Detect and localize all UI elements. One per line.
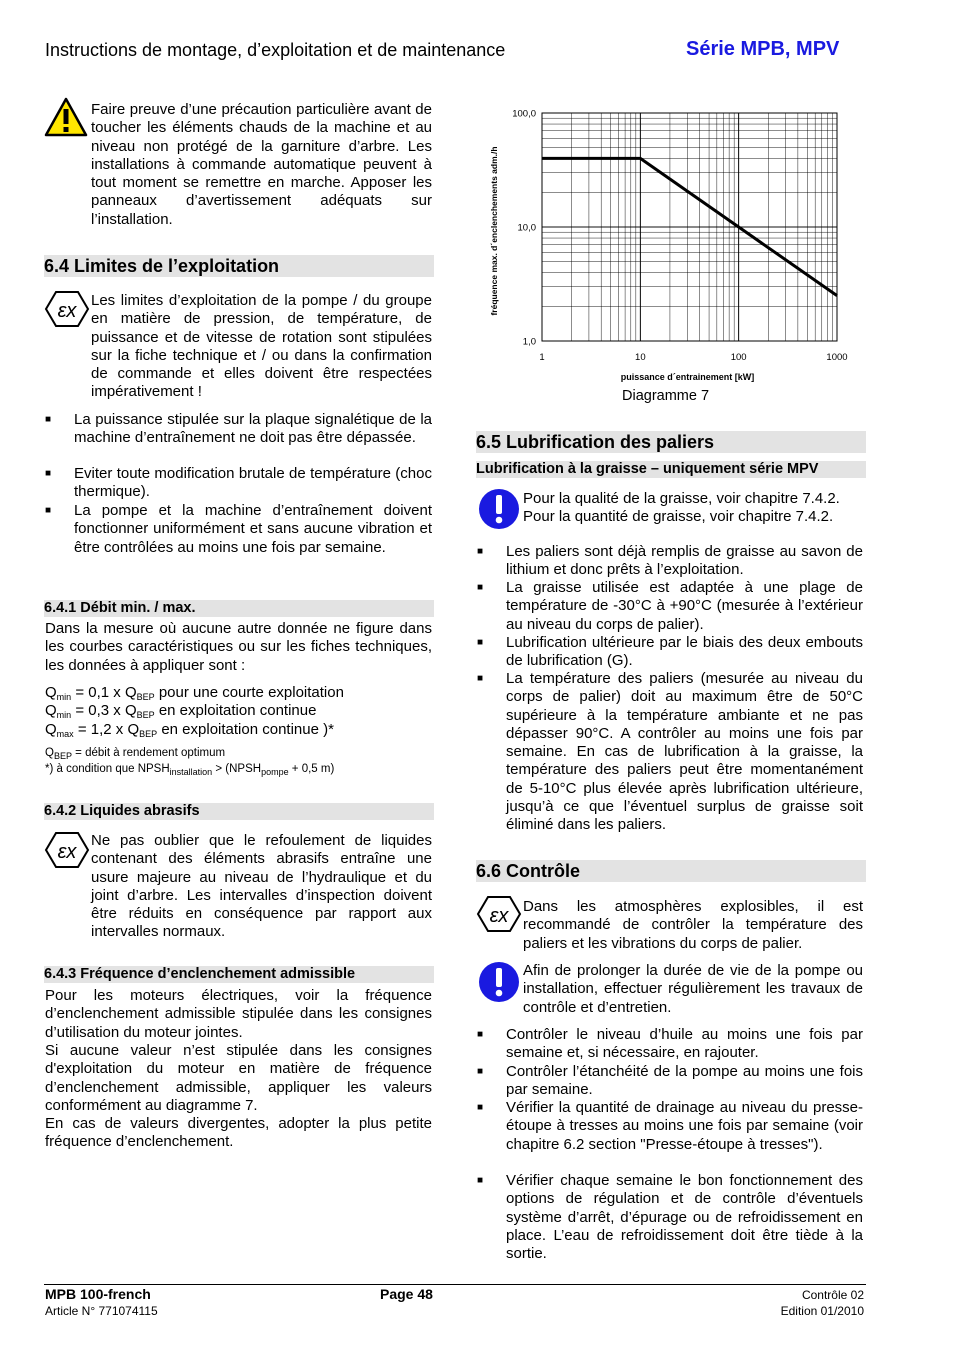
footer-article: Article N° 771074115 [45,1304,158,1318]
control-note: Afin de prolonger la durée de vie de la pompe ou installation, effectuer régulièrement les travaux de contrôle et d’entretien. [523,962,863,1016]
hot-parts-warning: Faire preuve d’une précaution particulière avant de toucher les éléments chauds de la machine et au niveau non protégé de la garniture d’arbre. Les installations à commande automatique peuvent à tout moment se remettre en marche. Apposer les panneaux d’avertissement adéquats sur l’installation. [91,101,432,228]
flow-intro: Dans la mesure où aucune autre donnée ne figure dans les courbes caractéristiques ou sur les fiches techniques, les données à appliquer sont : [45,620,432,674]
y-tick-label: 1,0 [522,336,536,348]
list-item: ■ Contrôler le niveau d’huile au moins une fois par semaine et, si nécessaire, en rajouter. [477,1026,863,1062]
bullet-icon: ■ [477,1175,484,1186]
section-6-5-title: 6.5 Lubrification des paliers [476,431,866,453]
series-title: Série MPB, MPV [686,38,840,60]
formula-qmax: $Q_{max} = 1,2$ x $Q_{BEP}$ en exploitation continue )* [45,721,334,739]
section-6-5-subtitle: Lubrification à la graisse – uniquement série MPV [476,461,866,478]
note-qbep: $Q_{BEP}$ = débit à rendement optimum [45,747,226,761]
section-6-4-3-title: 6.4.3 Fréquence d’enclenchement admissible [44,966,434,983]
bullet-icon: ■ [477,1102,484,1113]
exclamation-icon [478,960,520,1004]
control-ex-text: Dans les atmosphères explosibles, il est recommandé de contrôler la température des paliers et les vibrations du corps de palier. [523,898,863,952]
warning-triangle-icon [44,97,88,137]
grease-quality-note: Pour la qualité de la graisse, voir chapitre 7.4.2. [523,490,840,507]
abrasive-text: Ne pas oublier que le refoulement de liquides contenant des éléments abrasifs entraîne une usure majeure au niveau de l’hydraulique et du joint d’arbre. Les intervalles d’inspection doivent être réduits en conséquence par rapport aux intervalles normaux. [91,832,432,941]
ex-atex-icon [476,895,522,933]
bullet-icon: ■ [477,673,484,684]
bullet-icon: ■ [477,582,484,593]
switching-p1: Pour les moteurs électriques, voir la fréquence d’enclenchement admissible stipulée dans les consignes d’utilisation du moteur jointes. [45,987,432,1041]
list-item: ■ Lubrification ultérieure par le biais des deux embouts de lubrification (G). [477,634,863,670]
footer-control: Contrôle 02 [801,1288,864,1302]
switching-p2: Si aucune valeur n’est stipulée dans les consignes d'exploitation du moteur en matière de fréquence d’enclenchement admissible, appliquer les valeurs conformément au diagramme 7. [45,1042,432,1114]
svg-text:εx: εx [57,300,77,322]
ex-atex-icon [44,290,90,328]
y-tick-label: 100,0 [512,108,536,120]
list-item: ■ Les paliers sont déjà remplis de graisse au savon de lithium et donc prêts à l’exploitation. [477,543,863,579]
bullet-icon: ■ [477,1029,484,1040]
section-6-4-title: 6.4 Limites de l’exploitation [44,255,434,277]
switching-p3: En cas de valeurs divergentes, adopter la plus petite fréquence d’enclenchement. [45,1115,432,1151]
list-item: ■ La température des paliers (mesurée au niveau du corps de palier) doit au maximum être de 50°C supérieure à la température ambiante et ne pas dépasser 90°C. A contrôler au moins une fois par semaine. En cas de lubrification à la graisse, la température des paliers peut être momentanément de 5-10°C plus élevée après lubrification ultérieure, jusqu’à ce que l’éventuel surplus de graisse soit éliminé dans les paliers. [477,670,863,834]
svg-text:εx: εx [57,841,77,863]
bullet-icon: ■ [45,505,52,516]
x-tick-label: 10 [635,352,646,363]
footer-page: Page 48 [380,1286,433,1302]
bullet-icon: ■ [45,414,52,425]
note-npsh: *) à condition que $NPSH_{installation}$ > ($NPSH_{pompe} + 0,5$ m) [45,763,335,777]
x-tick-label: 1 [539,352,545,363]
formula-qmin-continuous: $Q_{min} = 0,3$ x $Q_{BEP}$ en exploitation continue [45,702,317,720]
ex-limits-text: Les limites d’exploitation de la pompe / du groupe en matière de pression, de température, de puissance et de vitesse de rotation sont stipulées sur la fiche technique et / ou dans la confirmation de commande et elles doivent être respectées impérativement ! [91,292,432,401]
exclamation-icon [478,487,520,531]
x-axis-label: puissance d´entrainement [kW] [620,372,755,382]
ex-atex-icon [44,831,90,869]
footer-doc: MPB 100-french [45,1286,151,1302]
list-item: ■ Eviter toute modification brutale de température (choc thermique). [45,465,432,501]
diagram-7-chart [478,100,868,390]
list-item: ■ Contrôler l’étanchéité de la pompe au moins une fois par semaine. [477,1063,863,1099]
svg-text:εx: εx [489,905,509,927]
list-item: ■ Vérifier chaque semaine le bon fonctionnement des options de régulation et de contrôle d’éventuels système d’arrêt, d’épurage ou de refroidissement en place. L’eau de refroidissement doit être tiède à la sortie. [477,1172,863,1263]
y-tick-label: 10,0 [517,222,536,234]
bullet-icon: ■ [477,637,484,648]
y-axis-label: fréquence max. d´enclenchements adm./h [489,146,499,316]
list-item: ■ La puissance stipulée sur la plaque signalétique de la machine d’entraînement ne doit pas être dépassée. [45,411,432,447]
section-6-4-1-title: 6.4.1 Débit min. / max. [44,600,434,617]
section-6-6-title: 6.6 Contrôle [476,860,866,882]
bullet-icon: ■ [477,1066,484,1077]
footer-rule [44,1284,866,1285]
formula-qmin-short: $Q_{min} = 0,1$ x $Q_{BEP}$ pour une courte exploitation [45,684,344,702]
bullet-icon: ■ [45,468,52,479]
document-title: Instructions de montage, d’exploitation et de maintenance [45,40,506,60]
footer-edition: Edition 01/2010 [780,1304,864,1318]
list-item: ■ La pompe et la machine d’entraînement doivent fonctionner uniformément et sans aucune vibration et être contrôlées au moins une fois par semaine. [45,502,432,556]
bullet-icon: ■ [477,546,484,557]
x-tick-label: 100 [730,352,747,363]
chart-caption: Diagramme 7 [622,388,710,404]
list-item: ■ Vérifier la quantité de drainage au niveau du presse-étoupe à tresses au moins une fois par semaine (voir chapitre 6.2 section "Presse-étoupe à tresses"). [477,1099,863,1153]
list-item: ■ La graisse utilisée est adaptée à une plage de température de -30°C à +90°C (mesurée à l’extérieur au niveau du corps de palier). [477,579,863,633]
x-tick-label: 1000 [826,352,848,363]
grease-quantity-note: Pour la quantité de graisse, voir chapitre 7.4.2. [523,508,834,525]
section-6-4-2-title: 6.4.2 Liquides abrasifs [44,803,434,820]
